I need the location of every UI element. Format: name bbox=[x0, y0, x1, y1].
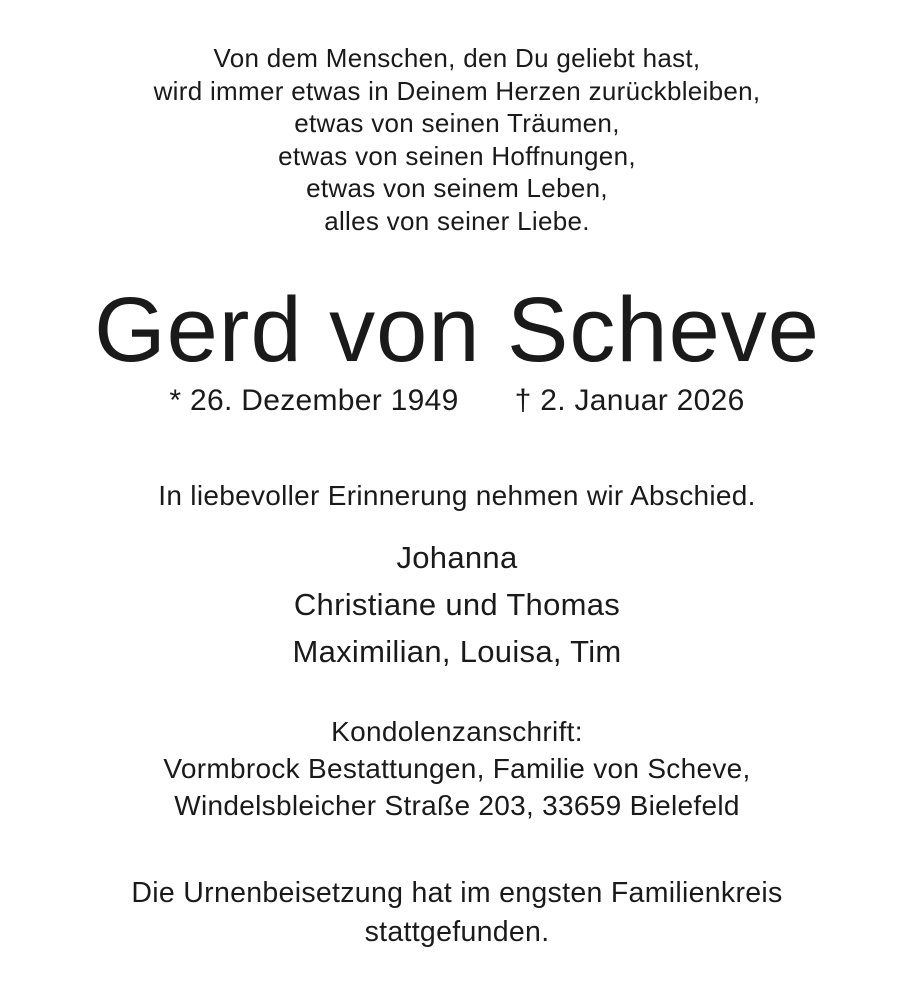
condolence-address bbox=[0, 713, 914, 824]
mourner-line: Johanna bbox=[396, 540, 518, 575]
death-date: † 2. Januar 2026 bbox=[514, 384, 745, 417]
mourner-line: Maximilian, Louisa, Tim bbox=[292, 634, 622, 669]
poem-line: wird immer etwas in Deinem Herzen zurückbleiben, bbox=[153, 75, 761, 106]
memorial-poem bbox=[0, 42, 914, 237]
poem-line: Von dem Menschen, den Du geliebt hast, bbox=[213, 43, 701, 73]
condolence-line: Vormbrock Bestattungen, Familie von Scheve, bbox=[163, 753, 751, 784]
condolence-heading: Kondolenzanschrift: bbox=[331, 716, 583, 747]
mourners-list bbox=[0, 534, 914, 675]
deceased-name: Gerd von Scheve bbox=[94, 279, 820, 381]
closing-note bbox=[0, 874, 914, 952]
poem-line: etwas von seinen Hoffnungen, bbox=[278, 140, 636, 171]
poem-line: etwas von seinen Träumen, bbox=[294, 108, 620, 138]
farewell-line: In liebevoller Erinnerung nehmen wir Abschied. bbox=[158, 480, 756, 511]
closing-line: stattgefunden. bbox=[364, 916, 550, 948]
closing-line: Die Urnenbeisetzung hat im engsten Familienkreis bbox=[131, 877, 783, 909]
birth-date: * 26. Dezember 1949 bbox=[169, 384, 459, 417]
life-dates bbox=[0, 383, 914, 419]
condolence-line: Windelsbleicher Straße 203, 33659 Bielefeld bbox=[174, 790, 740, 821]
poem-line: alles von seiner Liebe. bbox=[324, 205, 590, 236]
mourner-line: Christiane und Thomas bbox=[293, 587, 621, 622]
poem-line: etwas von seinem Leben, bbox=[306, 173, 608, 203]
